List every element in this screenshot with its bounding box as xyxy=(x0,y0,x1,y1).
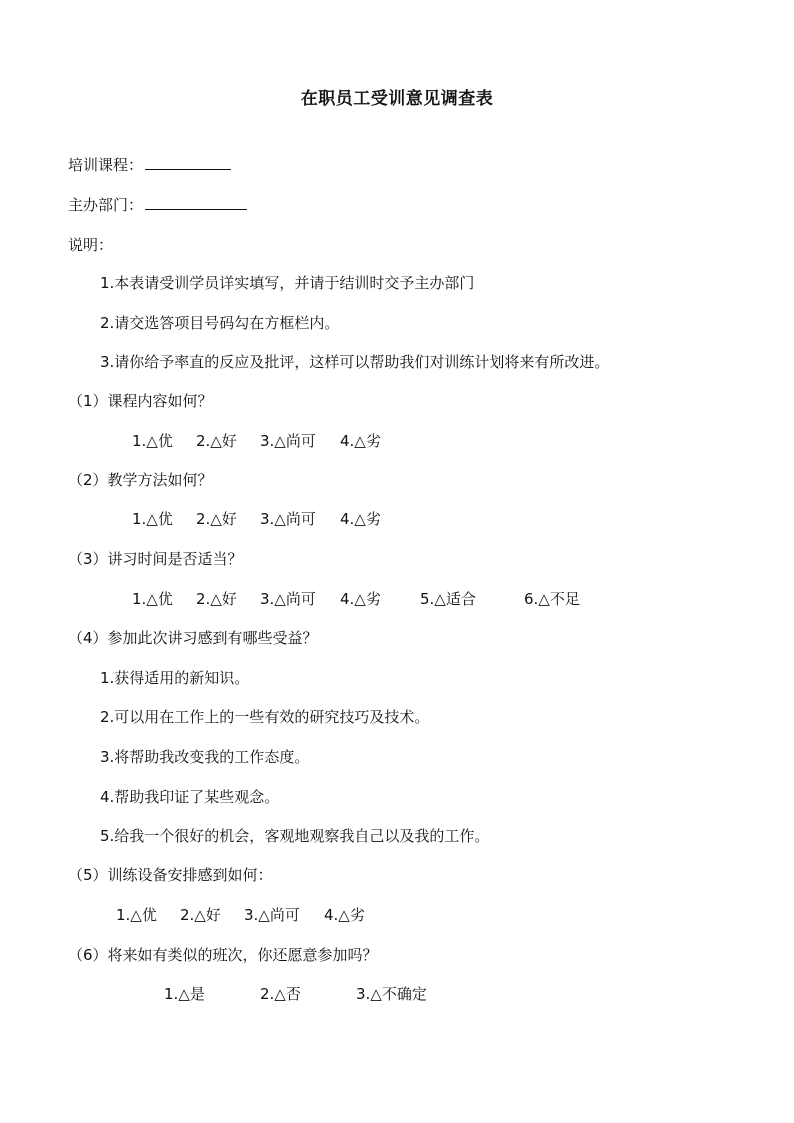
q4-item-1[interactable]: 1.获得适用的新知识。 xyxy=(100,669,250,687)
question-1: （1）课程内容如何？ xyxy=(68,392,213,410)
instruction-item: 3.请你给予率直的反应及批评，这样可以帮助我们对训练计划将来有所改进。 xyxy=(100,353,610,371)
question-6: （6）将来如有类似的班次，你还愿意参加吗？ xyxy=(68,946,378,964)
field-host-department xyxy=(68,195,247,215)
question-2: （2）教学方法如何？ xyxy=(68,471,213,489)
question-3: （3）讲习时间是否适当？ xyxy=(68,550,243,568)
q3-option-excellent[interactable]: 1.△优 xyxy=(132,590,173,608)
q2-option-excellent[interactable]: 1.△优 xyxy=(132,510,173,528)
q5-option-good[interactable]: 2.△好 xyxy=(180,906,221,924)
q3-option-fair[interactable]: 3.△尚可 xyxy=(260,590,316,608)
q1-option-poor[interactable]: 4.△劣 xyxy=(340,432,381,450)
training-course-blank[interactable] xyxy=(145,155,231,170)
host-department-blank[interactable] xyxy=(145,195,247,210)
page-title: 在职员工受训意见调查表 xyxy=(300,89,494,109)
q6-option-no[interactable]: 2.△否 xyxy=(260,985,301,1003)
q5-option-excellent[interactable]: 1.△优 xyxy=(116,906,157,924)
q2-option-fair[interactable]: 3.△尚可 xyxy=(260,510,316,528)
q3-option-poor[interactable]: 4.△劣 xyxy=(340,590,381,608)
q6-option-yes[interactable]: 1.△是 xyxy=(164,985,205,1003)
q4-item-2[interactable]: 2.可以用在工作上的一些有效的研究技巧及技术。 xyxy=(100,708,430,726)
q3-option-suitable[interactable]: 5.△适合 xyxy=(420,590,476,608)
q4-item-3[interactable]: 3.将帮助我改变我的工作态度。 xyxy=(100,748,310,766)
field-training-course xyxy=(68,155,231,175)
q5-option-fair[interactable]: 3.△尚可 xyxy=(244,906,300,924)
q2-option-poor[interactable]: 4.△劣 xyxy=(340,510,381,528)
field-label: 主办部门： xyxy=(68,196,144,214)
q6-option-unsure[interactable]: 3.△不确定 xyxy=(356,985,427,1003)
q3-option-insufficient[interactable]: 6.△不足 xyxy=(524,590,580,608)
q3-option-good[interactable]: 2.△好 xyxy=(196,590,237,608)
field-label: 培训课程： xyxy=(68,156,144,174)
q1-option-good[interactable]: 2.△好 xyxy=(196,432,237,450)
q4-item-4[interactable]: 4.帮助我印证了某些观念。 xyxy=(100,788,280,806)
instruction-item: 1.本表请受训学员详实填写，并请于结训时交予主办部门 xyxy=(100,274,475,292)
question-4: （4）参加此次讲习感到有哪些受益？ xyxy=(68,629,318,647)
q1-option-fair[interactable]: 3.△尚可 xyxy=(260,432,316,450)
q5-option-poor[interactable]: 4.△劣 xyxy=(324,906,365,924)
q1-option-excellent[interactable]: 1.△优 xyxy=(132,432,173,450)
q4-item-5[interactable]: 5.给我一个很好的机会，客观地观察我自己以及我的工作。 xyxy=(100,827,490,845)
question-5: （5）训练设备安排感到如何： xyxy=(68,866,273,884)
instruction-item: 2.请交选答项目号码勾在方框栏内。 xyxy=(100,314,340,332)
q2-option-good[interactable]: 2.△好 xyxy=(196,510,237,528)
instructions-heading: 说明： xyxy=(68,236,114,254)
